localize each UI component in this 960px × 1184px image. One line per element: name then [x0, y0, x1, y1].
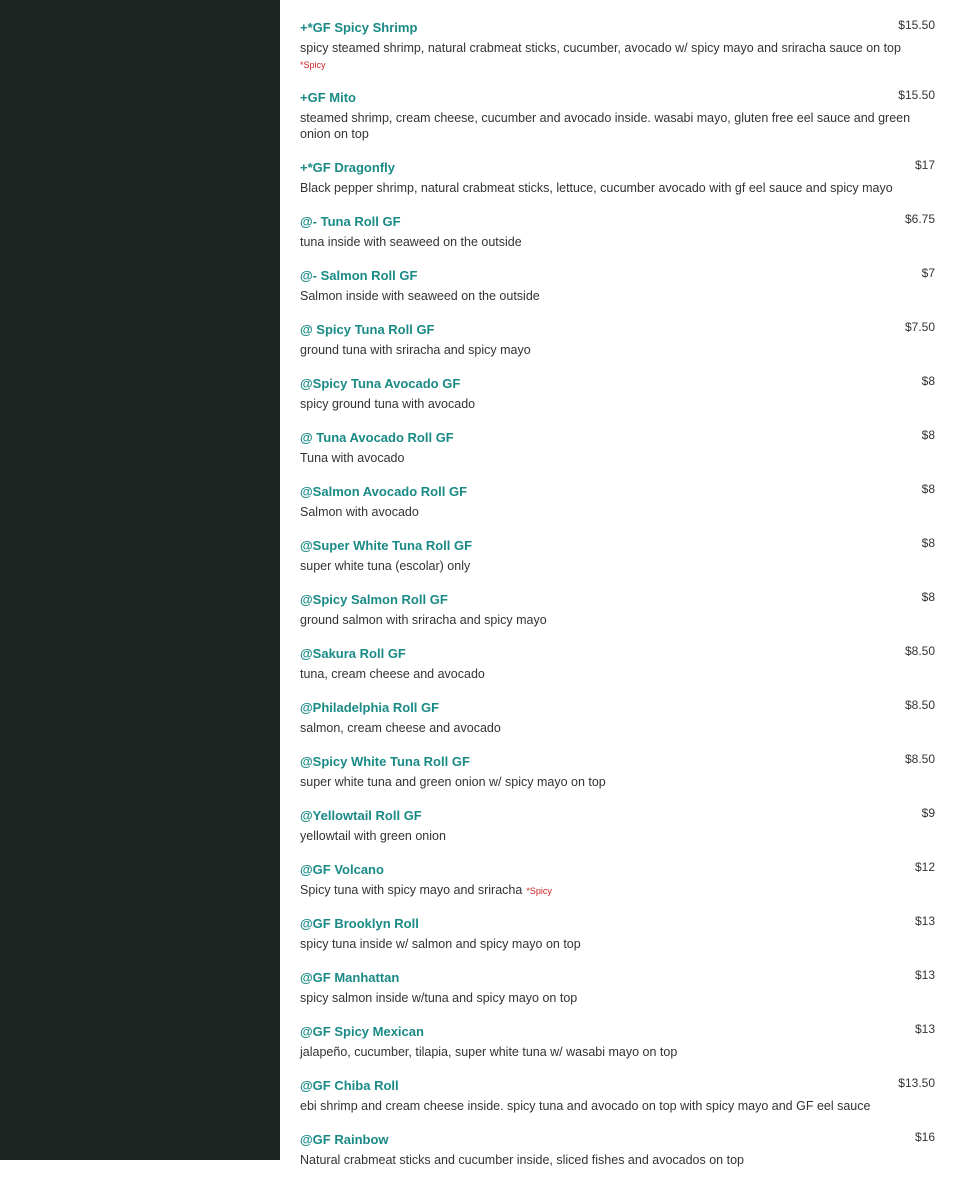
menu-item[interactable]	[300, 860, 935, 914]
menu-item[interactable]	[300, 1076, 935, 1130]
menu-item[interactable]	[300, 482, 935, 536]
menu-item-description: spicy ground tuna with avocado	[300, 397, 476, 411]
menu-item-description: Black pepper shrimp, natural crabmeat sticks, lettuce, cucumber avocado with gf eel sauce and spicy mayo	[300, 181, 893, 195]
menu-item-name[interactable]: @GF Brooklyn Roll	[300, 916, 419, 931]
menu-item[interactable]	[300, 644, 935, 698]
menu-item-description: super white tuna (escolar) only	[300, 559, 471, 573]
menu-item[interactable]	[300, 212, 935, 266]
menu-item-price: $13	[914, 968, 935, 982]
menu-item[interactable]	[300, 590, 935, 644]
menu-item-price: $13.50	[898, 1076, 935, 1090]
menu-item-name[interactable]: @GF Spicy Mexican	[300, 1024, 424, 1039]
menu-item-price: $8	[921, 374, 935, 388]
menu-item[interactable]	[300, 374, 935, 428]
menu-item-price: $17	[914, 158, 935, 172]
menu-item[interactable]	[300, 88, 935, 158]
menu-item-description: tuna inside with seaweed on the outside	[300, 235, 522, 249]
menu-item-description: salmon, cream cheese and avocado	[300, 721, 501, 735]
menu-item-description: steamed shrimp, cream cheese, cucumber and avocado inside. wasabi mayo, gluten free eel sauce and green onion on top	[300, 111, 911, 141]
menu-item-name[interactable]: @Spicy White Tuna Roll GF	[300, 754, 470, 769]
menu-item-name[interactable]: @Sakura Roll GF	[300, 646, 406, 661]
menu-item-name[interactable]: +GF Mito	[300, 90, 356, 105]
menu-item-price: $15.50	[898, 18, 935, 32]
menu-item-price: $7	[921, 266, 935, 280]
menu-item-description: ground salmon with sriracha and spicy mayo	[300, 613, 547, 627]
menu-item-price: $8	[921, 590, 935, 604]
menu-item-name[interactable]: @GF Rainbow	[300, 1132, 389, 1147]
menu-list	[300, 18, 935, 1184]
menu-item-description: super white tuna and green onion w/ spicy mayo on top	[300, 775, 606, 789]
menu-item-name[interactable]: +*GF Dragonfly	[300, 160, 395, 175]
menu-item[interactable]	[300, 320, 935, 374]
menu-item-description: spicy tuna inside w/ salmon and spicy mayo on top	[300, 937, 581, 951]
menu-item-description: tuna, cream cheese and avocado	[300, 667, 485, 681]
menu-item[interactable]	[300, 698, 935, 752]
menu-item-price: $7.50	[904, 320, 935, 334]
menu-item-name[interactable]: @GF Manhattan	[300, 970, 400, 985]
menu-item-description: Tuna with avocado	[300, 451, 405, 465]
menu-item-name[interactable]: @- Salmon Roll GF	[300, 268, 418, 283]
menu-item-name[interactable]: @Philadelphia Roll GF	[300, 700, 440, 715]
menu-item-name[interactable]: +*GF Spicy Shrimp	[300, 20, 418, 35]
menu-item-description: yellowtail with green onion	[300, 829, 446, 843]
menu-item-price: $13	[914, 1022, 935, 1036]
menu-item-description: jalapeño, cucumber, tilapia, super white tuna w/ wasabi mayo on top	[300, 1045, 678, 1059]
menu-item[interactable]	[300, 914, 935, 968]
menu-item-price: $8.50	[904, 698, 935, 712]
menu-item-description: Salmon inside with seaweed on the outside	[300, 289, 540, 303]
spicy-badge: *Spicy	[300, 60, 326, 70]
menu-item-description: ebi shrimp and cream cheese inside. spicy tuna and avocado on top with spicy mayo and GF eel sauce	[300, 1099, 871, 1113]
menu-item[interactable]	[300, 18, 935, 88]
menu-item-name[interactable]: @Spicy Salmon Roll GF	[300, 592, 448, 607]
menu-item[interactable]	[300, 1130, 935, 1184]
menu-item[interactable]	[300, 158, 935, 212]
menu-item-price: $8	[921, 482, 935, 496]
menu-item-description: spicy salmon inside w/tuna and spicy mayo on top	[300, 991, 578, 1005]
menu-item-name[interactable]: @Super White Tuna Roll GF	[300, 538, 473, 553]
menu-item-name[interactable]: @Salmon Avocado Roll GF	[300, 484, 468, 499]
menu-item[interactable]	[300, 968, 935, 1022]
menu-item-price: $16	[914, 1130, 935, 1144]
menu-item[interactable]	[300, 536, 935, 590]
menu-item-name[interactable]: @GF Chiba Roll	[300, 1078, 399, 1093]
menu-item-price: $8.50	[904, 752, 935, 766]
menu-item-name[interactable]: @- Tuna Roll GF	[300, 214, 401, 229]
menu-item[interactable]	[300, 428, 935, 482]
sidebar-panel	[0, 0, 280, 1160]
menu-item-description: Natural crabmeat sticks and cucumber inside, sliced fishes and avocados on top	[300, 1153, 744, 1167]
menu-item-price: $6.75	[904, 212, 935, 226]
menu-item-price: $12	[914, 860, 935, 874]
menu-item-name[interactable]: @ Tuna Avocado Roll GF	[300, 430, 454, 445]
menu-item-description-text: Spicy tuna with spicy mayo and sriracha	[300, 883, 523, 897]
menu-item-price: $15.50	[898, 88, 935, 102]
menu-item[interactable]	[300, 806, 935, 860]
menu-item[interactable]	[300, 266, 935, 320]
menu-item-name[interactable]: @ Spicy Tuna Roll GF	[300, 322, 435, 337]
menu-item-description	[300, 882, 925, 899]
menu-item-price: $9	[921, 806, 935, 820]
spicy-badge: *Spicy	[526, 886, 552, 896]
menu-item-name[interactable]: @Yellowtail Roll GF	[300, 808, 422, 823]
menu-item-price: $8.50	[904, 644, 935, 658]
menu-item[interactable]	[300, 1022, 935, 1076]
menu-item-name[interactable]: @GF Volcano	[300, 862, 384, 877]
menu-item-price: $13	[914, 914, 935, 928]
menu-item[interactable]	[300, 752, 935, 806]
menu-item-description: spicy steamed shrimp, natural crabmeat sticks, cucumber, avocado w/ spicy mayo and sriracha sauce on top	[300, 41, 901, 55]
menu-item-price: $8	[921, 536, 935, 550]
menu-item-description: Salmon with avocado	[300, 505, 419, 519]
menu-item-name[interactable]: @Spicy Tuna Avocado GF	[300, 376, 461, 391]
menu-item-price: $8	[921, 428, 935, 442]
menu-item-description: ground tuna with sriracha and spicy mayo	[300, 343, 531, 357]
